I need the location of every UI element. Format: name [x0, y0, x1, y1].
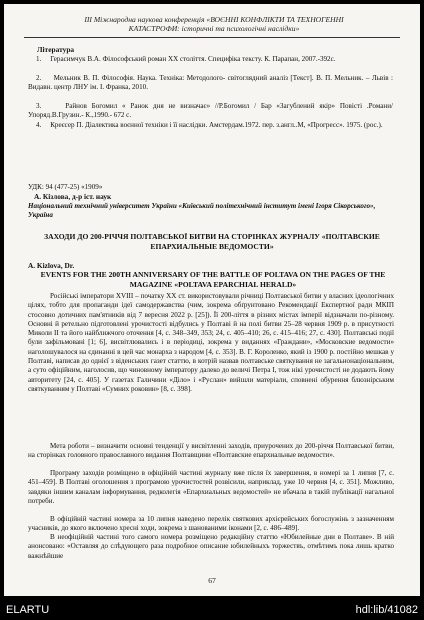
body-paragraph: Російські імператори XVIII – початку ХХ ст. використовували річниці Полтавської битви у власних ідеологічних цілях, тобто для пропаганди ідеї самодержавства (чим, зокрема обґрунтовано Рекомендації Експертної ради МКІП стосовно дотичних пам'ятників від 7 вересня 2022 р. [25]). Її 200-ліття в різних містах імперії відзначали по-різному. Основні й ретельно підготовлені урочистості відбулись у Полтаві й на полі битви 25–28 червня 1909 р. в присутності Миколи ІІ та його найближчого оточення [4, с. 348–349, 353; 24, с. 405–410; 26, с. 415–416; 27, с. 430]. Полтавські події були зафільмовані [1; 6], висвітлювались і в періодиці, зокрема у виданнях «Граждани», «Московские ведомости» наголошувалося на єдинанні в цей час монарха з народом [4, с. 353]. В. Г. Короленко, який із 1900 р. постійно мешкав у Полтаві, написав до однієї з віденських газет статтю, в котрій назвав полтавське святкування не загальнонаціональним, а суто офіційним, наголосив, що чиновному імператору далеко до величі Петра І, тож нікі урочистості не додають йому авторитету [24, с. 405]. У газетах Галичини «Діло» і «Руслан» вийшли матеріали, сповнені обурення блюзнірським святкуванням у Полтаві «Сумних роковин» [8, с. 398]. — [28, 292, 394, 393]
author-ua: А. Кізлова, д-р іст. наук — [34, 192, 112, 201]
reference-number: 3. — [36, 102, 42, 110]
page-number: 67 — [208, 576, 216, 585]
udk-code: УДК: 94 (477-25) «1909» — [28, 183, 103, 191]
reference-number: 2. — [36, 74, 42, 82]
reference-item — [28, 121, 393, 130]
header-line-1: ІІІ Міжнародна наукова конференція «ВОЄННІ КОНФЛІКТИ ТА ТЕХНОГЕННІ — [84, 15, 344, 24]
reference-text: Райнов Богомил « Ранок дня не визначає» //Р.Богомил / Бар «Загублений якір» Повісті .Романи/ Упоряд.В.Грузин.- К.,1990.- 672 с. — [28, 102, 393, 119]
reference-item — [28, 102, 393, 120]
footer-handle: hdl:lib/41082 — [355, 604, 418, 616]
article-title: ЗАХОДИ ДО 200-РІЧЧЯ ПОЛТАВСЬКОЇ БИТВИ НА СТОРІНКАХ ЖУРНАЛУ «ПОЛТАВСКИЕ ЕПАРХИАЛЬНЫЕ ВЕДОМОСТИ» — [44, 232, 380, 251]
reference-number: 1. — [36, 55, 42, 63]
literature-heading: Література — [37, 45, 75, 54]
header-divider — [24, 37, 400, 38]
article-title-en: EVENTS FOR THE 200TH ANNIVERSARY OF THE BATTLE OF POLTAVA ON THE PAGES OF THE MAGAZINE «POLTAVA EPARCHIAL HERALD» — [40, 270, 386, 289]
author-en: A. Kizlova, Dr. — [28, 261, 75, 270]
body-paragraph: Програму заходів розміщено в офіційній частині журналу вже після їх завершення, в номері за 1 липня [7, с. 451–459]. В Полтаві оголошення з програмою урочистостей розвісили, наприклад, уже 10 червня [4, с. 351]. Можливо, завдяки іншим каналам інформування, редколегія «Епархиальных ведомостей» не вбачала в такій публікації нагальної потреби. — [28, 469, 394, 505]
conference-header — [44, 15, 384, 33]
body-paragraph: В офіційній частині номера за 10 липня наведено перелік святкових архієрейських богослужінь з зазначенням учасників, до якого включено хресні ходи, зокрема з шанованими іконами [2, с. 486–489]. — [28, 515, 394, 533]
body-paragraph: В неофіційній частині того самого номера розміщено редакційну статтю «Юбилейные дни в Полтаве». В ній анонсовано: «Оставляя до слѣдующего раза подробное описание юбилейныхъ торжествъ, отмѣтимъ пока лишь кратко важнѣйшие — [28, 533, 394, 560]
footer-repository-label: ELARTU — [6, 604, 50, 616]
reference-text: Креєсер П. Діалектика воєнної техніки і її наслідки. Амстердам.1972. пер. з.англ..М, «Прогресс». 1975. (рос.). — [50, 121, 383, 129]
affiliation: Національний технічний університет України «Київський політехнічний інститут імені Ігоря Сікорського», Україна — [28, 202, 376, 219]
document-page — [4, 4, 420, 596]
reference-item — [28, 74, 393, 92]
header-line-2: КАТАСТРОФИ: історичні та психологічні наслідки» — [128, 24, 300, 33]
body-paragraph: Мета роботи – визначити основні тенденції у висвітленні заходів, приурочених до 200-річчя Полтавської битви, на сторінках головного православного видання Полтавщини «Полтавские епархиальные ведомости». — [28, 442, 394, 460]
reference-text: Мельник В. П. Філософія. Наука. Техніка: Методолого- світоглядний аналіз [Текст]. В. П. Мельник. – Львів : Видавн. центр ЛНУ ім. І. Франка, 2010. — [28, 74, 393, 91]
reference-item — [28, 55, 393, 64]
reference-text: Герасимчук В.А. Філософський роман ХХ століття. Специфіка тексту. К. Парапан, 2007.-392с. — [50, 55, 336, 63]
reference-number: 4. — [36, 121, 42, 129]
